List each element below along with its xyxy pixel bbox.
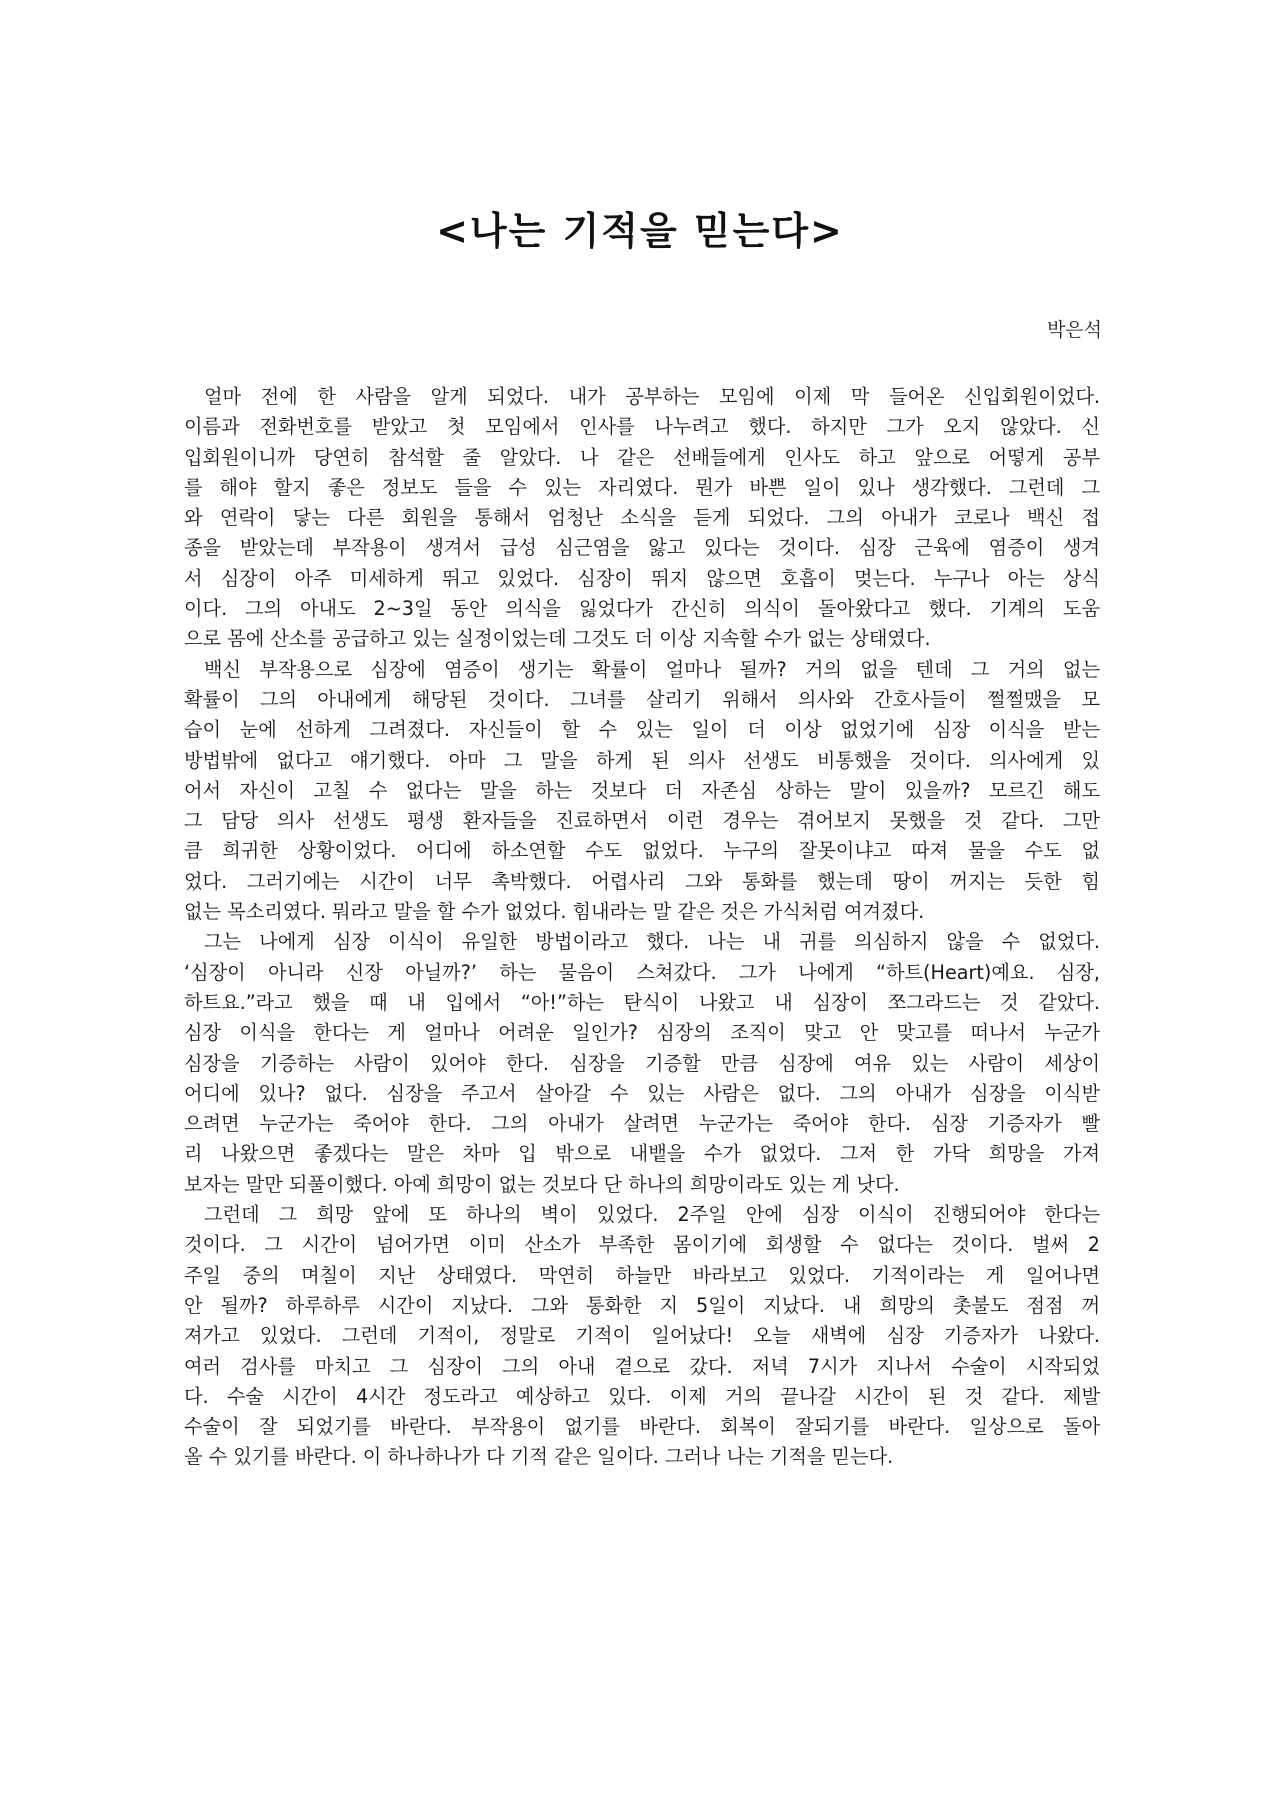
text-line: 백신 부작용으로 심장에 염증이 생기는 확률이 얼마나 될까? 거의 없을 텐데 그 거의 없는 [204,657,1100,681]
text-line: 얼마 전에 한 사람을 알게 되었다. 내가 공부하는 모임에 이제 막 들어온 신입회원이었다. [204,385,1100,408]
text-line: ‘심장이 아니라 신장 아닐까?’ 하는 물음이 스쳐갔다. 그가 나에게 “하트(Heart)예요. 심장, [184,960,1100,984]
document-body [184,382,1100,1473]
text-line: 이다. 그의 아내도 2~3일 동안 의식을 잃었다가 간신히 의식이 돌아왔다고 했다. 기계의 도움 [184,597,1100,621]
text-line: 었다. 그러기에는 시간이 너무 촉박했다. 어렵사리 그와 통화를 했는데 땅이 꺼지는 듯한 힘 [184,869,1100,893]
text-line: 어서 자신이 고칠 수 없다는 말을 하는 것보다 더 자존심 상하는 말이 있을까? 모르긴 해도 [184,778,1100,802]
text-line: 주일 중의 며칠이 지난 상태였다. 막연히 하늘만 바라보고 있었다. 기적이라는 게 일어나면 [184,1263,1100,1287]
text-line: 리 나왔으면 좋겠다는 말은 차마 입 밖으로 내뱉을 수가 없었다. 그저 한 가닥 희망을 가져 [184,1142,1100,1166]
text-line: 서 심장이 아주 미세하게 뛰고 있었다. 심장이 뛰지 않으면 호흡이 멎는다. 누구나 아는 상식 [184,566,1100,590]
text-line: 올 수 있기를 바란다. 이 하나하나가 다 기적 같은 일이다. 그러나 나는 기적을 믿는다. [184,1445,894,1469]
author-name: 박은석 [1046,319,1102,341]
text-line: 안 될까? 하루하루 시간이 지났다. 그와 통화한 지 5일이 지났다. 내 희망의 촛불도 점점 꺼 [184,1293,1100,1317]
text-line: 없는 목소리였다. 뭐라고 말을 할 수가 없었다. 힘내라는 말 같은 것은 가식처럼 여겨졌다. [184,900,925,924]
text-line: 그 담당 의사 선생도 평생 환자들을 진료하면서 이런 경우는 겪어보지 못했을 것 같다. 그만 [184,809,1100,833]
text-line: 종을 받았는데 부작용이 생겨서 급성 심근염을 앓고 있다는 것이다. 심장 근육에 염증이 생겨 [184,536,1100,560]
text-line: 져가고 있었다. 그런데 기적이, 정말로 기적이 일어났다! 오늘 새벽에 심장 기증자가 나왔다. [184,1324,1100,1348]
text-line: 으려면 누군가는 죽어야 한다. 그의 아내가 살려면 누군가는 죽어야 한다. 심장 기증자가 빨 [184,1112,1100,1136]
text-line: 확률이 그의 아내에게 해당된 것이다. 그녀를 살리기 위해서 의사와 간호사들이 쩔쩔맸을 모 [184,687,1100,711]
text-line: 와 연락이 닿는 다른 회원을 통해서 엄청난 소식을 듣게 되었다. 그의 아내가 코로나 백신 접 [184,506,1100,530]
text-line: 것이다. 그 시간이 넘어가면 이미 산소가 부족한 몸이기에 회생할 수 없다는 것이다. 벌써 2 [184,1233,1100,1257]
text-line: 하트요.”라고 했을 때 내 입에서 “아!”하는 탄식이 나왔고 내 심장이 쪼그라드는 것 같았다. [184,990,1100,1014]
text-line: 여러 검사를 마치고 그 심장이 그의 아내 곁으로 갔다. 저녁 7시가 지나서 수술이 시작되었 [184,1354,1100,1378]
text-line: 심장을 기증하는 사람이 있어야 한다. 심장을 기증할 만큼 심장에 여유 있는 사람이 세상이 [184,1051,1100,1075]
text-line: 심장 이식을 한다는 게 얼마나 어려운 일인가? 심장의 조직이 맞고 안 맞고를 떠나서 누군가 [184,1021,1100,1045]
text-line: 보자는 말만 되풀이했다. 아예 희망이 없는 것보다 단 하나의 희망이라도 있는 게 낫다. [184,1172,900,1196]
text-line: 어디에 있나? 없다. 심장을 주고서 살아갈 수 있는 사람은 없다. 그의 아내가 심장을 이식받 [184,1081,1100,1105]
document-title: <나는 기적을 믿는다> [436,209,844,253]
text-line: 으로 몸에 산소를 공급하고 있는 실정이었는데 그것도 더 이상 지속할 수가 없는 상태였다. [184,627,931,651]
text-line: 입회원이니까 당연히 참석할 줄 알았다. 나 같은 선배들에게 인사도 하고 앞으로 어떻게 공부 [184,445,1100,469]
text-line: 이름과 전화번호를 받았고 첫 모임에서 인사를 나누려고 했다. 하지만 그가 오지 않았다. 신 [184,415,1100,439]
text-line: 그런데 그 희망 앞에 또 하나의 벽이 있었다. 2주일 안에 심장 이식이 진행되어야 한다는 [204,1203,1100,1227]
text-line: 그는 나에게 심장 이식이 유일한 방법이라고 했다. 나는 내 귀를 의심하지 않을 수 없었다. [204,930,1100,954]
text-line: 큼 희귀한 상황이었다. 어디에 하소연할 수도 없었다. 누구의 잘못이냐고 따져 물을 수도 없 [184,839,1100,863]
text-line: 방법밖에 없다고 얘기했다. 아마 그 말을 하게 된 의사 선생도 비통했을 것이다. 의사에게 있 [184,748,1100,772]
text-line: 다. 수술 시간이 4시간 정도라고 예상하고 있다. 이제 거의 끝나갈 시간이 된 것 같다. 제발 [184,1384,1100,1408]
text-line: 수술이 잘 되었기를 바란다. 부작용이 없기를 바란다. 회복이 잘되기를 바란다. 일상으로 돌아 [184,1415,1100,1439]
text-line: 습이 눈에 선하게 그려졌다. 자신들이 할 수 있는 일이 더 이상 없었기에 심장 이식을 받는 [184,718,1100,742]
text-line: 를 해야 할지 좋은 정보도 들을 수 있는 자리였다. 뭔가 바쁜 일이 있나 생각했다. 그런데 그 [184,475,1100,499]
